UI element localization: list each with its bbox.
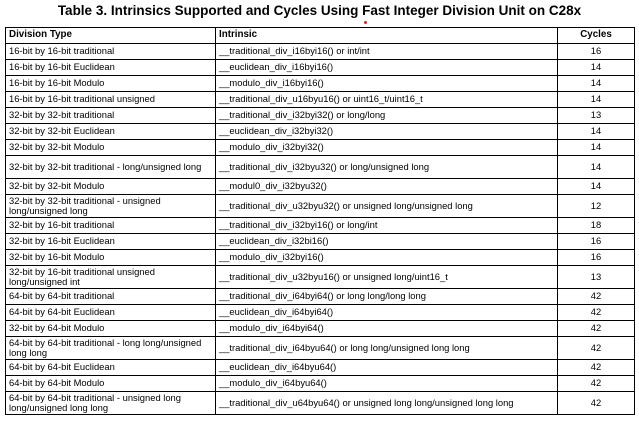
table-title: Table 3. Intrinsics Supported and Cycles Using Fast Integer Division Unit on C28x — [57, 3, 582, 18]
division-type-cell: 32-bit by 16-bit traditional — [6, 218, 216, 234]
division-type-cell: 32-bit by 32-bit traditional - long/unsigned long — [6, 156, 216, 179]
intrinsic-cell: __traditional_div_i32byi32() or long/long — [216, 108, 558, 124]
cycles-cell: 13 — [558, 266, 635, 289]
table-row — [6, 92, 635, 108]
cycles-cell: 42 — [558, 392, 635, 415]
cycles-cell: 14 — [558, 76, 635, 92]
division-type-cell: 32-bit by 16-bit Euclidean — [6, 234, 216, 250]
table-row — [6, 321, 635, 337]
cycles-cell: 13 — [558, 108, 635, 124]
intrinsic-cell: __traditional_div_u64byu64() or unsigned long long/unsigned long long — [216, 392, 558, 415]
cycles-cell: 16 — [558, 44, 635, 60]
cycles-cell: 16 — [558, 234, 635, 250]
column-header-division-type: Division Type — [6, 28, 216, 44]
division-type-cell: 32-bit by 32-bit Modulo — [6, 179, 216, 195]
table-row — [6, 289, 635, 305]
intrinsic-cell: __modulo_div_i64byu64() — [216, 376, 558, 392]
intrinsic-cell: __modulo_div_i16byi16() — [216, 76, 558, 92]
intrinsics-table — [5, 27, 635, 415]
intrinsic-cell: __modulo_div_i32byi32() — [216, 140, 558, 156]
column-header-intrinsic: Intrinsic — [216, 28, 558, 44]
table-row — [6, 76, 635, 92]
division-type-cell: 32-bit by 16-bit Modulo — [6, 250, 216, 266]
intrinsic-cell: __modulo_div_i64byi64() — [216, 321, 558, 337]
cycles-cell: 14 — [558, 92, 635, 108]
table-row — [6, 60, 635, 76]
cycles-cell: 16 — [558, 250, 635, 266]
table-row — [6, 108, 635, 124]
division-type-cell: 64-bit by 64-bit Euclidean — [6, 360, 216, 376]
intrinsic-cell: __traditional_div_i64byu64() or long long/unsigned long long — [216, 337, 558, 360]
table-row — [6, 392, 635, 415]
table-row — [6, 218, 635, 234]
intrinsic-cell: __euclidean_div_i32byi32() — [216, 124, 558, 140]
table-row — [6, 140, 635, 156]
table-row — [6, 376, 635, 392]
division-type-cell: 32-bit by 32-bit traditional — [6, 108, 216, 124]
table-row — [6, 337, 635, 360]
cycles-cell: 14 — [558, 179, 635, 195]
table-row — [6, 360, 635, 376]
cycles-cell: 42 — [558, 289, 635, 305]
table-row — [6, 234, 635, 250]
division-type-cell: 32-bit by 16-bit traditional unsigned long/unsigned int — [6, 266, 216, 289]
intrinsic-cell: __euclidean_div_i64byi64() — [216, 305, 558, 321]
division-type-cell: 16-bit by 16-bit traditional — [6, 44, 216, 60]
cycles-cell: 42 — [558, 305, 635, 321]
cycles-cell: 42 — [558, 376, 635, 392]
division-type-cell: 64-bit by 64-bit Modulo — [6, 376, 216, 392]
division-type-cell: 64-bit by 64-bit traditional - long long/unsigned long long — [6, 337, 216, 360]
cycles-cell: 42 — [558, 337, 635, 360]
intrinsic-cell: __euclidean_div_i16byi16() — [216, 60, 558, 76]
intrinsic-cell: __modul0_div_i32byu32() — [216, 179, 558, 195]
cycles-cell: 12 — [558, 195, 635, 218]
red-marker-dot — [364, 21, 367, 24]
table-header-row — [6, 28, 635, 44]
table-row — [6, 156, 635, 179]
intrinsic-cell: __euclidean_div_i64byu64() — [216, 360, 558, 376]
division-type-cell: 32-bit by 32-bit traditional - unsigned long/unsigned long — [6, 195, 216, 218]
table-row — [6, 179, 635, 195]
division-type-cell: 64-bit by 64-bit traditional — [6, 289, 216, 305]
table-row — [6, 124, 635, 140]
cycles-cell: 14 — [558, 124, 635, 140]
column-header-cycles: Cycles — [558, 28, 635, 44]
division-type-cell: 16-bit by 16-bit Modulo — [6, 76, 216, 92]
table-row — [6, 266, 635, 289]
cycles-cell: 42 — [558, 360, 635, 376]
table-row — [6, 250, 635, 266]
table-row — [6, 305, 635, 321]
division-type-cell: 32-bit by 32-bit Modulo — [6, 140, 216, 156]
division-type-cell: 64-bit by 64-bit traditional - unsigned long long/unsigned long long — [6, 392, 216, 415]
table-row — [6, 44, 635, 60]
intrinsic-cell: __traditional_div_u16byu16() or uint16_t/uint16_t — [216, 92, 558, 108]
division-type-cell: 16-bit by 16-bit Euclidean — [6, 60, 216, 76]
division-type-cell: 32-bit by 64-bit Modulo — [6, 321, 216, 337]
intrinsic-cell: __traditional_div_i64byi64() or long long/long long — [216, 289, 558, 305]
intrinsic-cell: __traditional_div_u32byu16() or unsigned long/uint16_t — [216, 266, 558, 289]
cycles-cell: 42 — [558, 321, 635, 337]
intrinsic-cell: __euclidean_div_i32bi16() — [216, 234, 558, 250]
intrinsic-cell: __traditional_div_u32byu32() or unsigned long/unsigned long — [216, 195, 558, 218]
cycles-cell: 14 — [558, 60, 635, 76]
division-type-cell: 16-bit by 16-bit traditional unsigned — [6, 92, 216, 108]
intrinsic-cell: __traditional_div_i32byi16() or long/int — [216, 218, 558, 234]
intrinsic-cell: __traditional_div_i32byu32() or long/unsigned long — [216, 156, 558, 179]
intrinsic-cell: __modulo_div_i32byi16() — [216, 250, 558, 266]
cycles-cell: 18 — [558, 218, 635, 234]
division-type-cell: 64-bit by 64-bit Euclidean — [6, 305, 216, 321]
table-row — [6, 195, 635, 218]
cycles-cell: 14 — [558, 140, 635, 156]
division-type-cell: 32-bit by 32-bit Euclidean — [6, 124, 216, 140]
intrinsic-cell: __traditional_div_i16byi16() or int/int — [216, 44, 558, 60]
cycles-cell: 14 — [558, 156, 635, 179]
